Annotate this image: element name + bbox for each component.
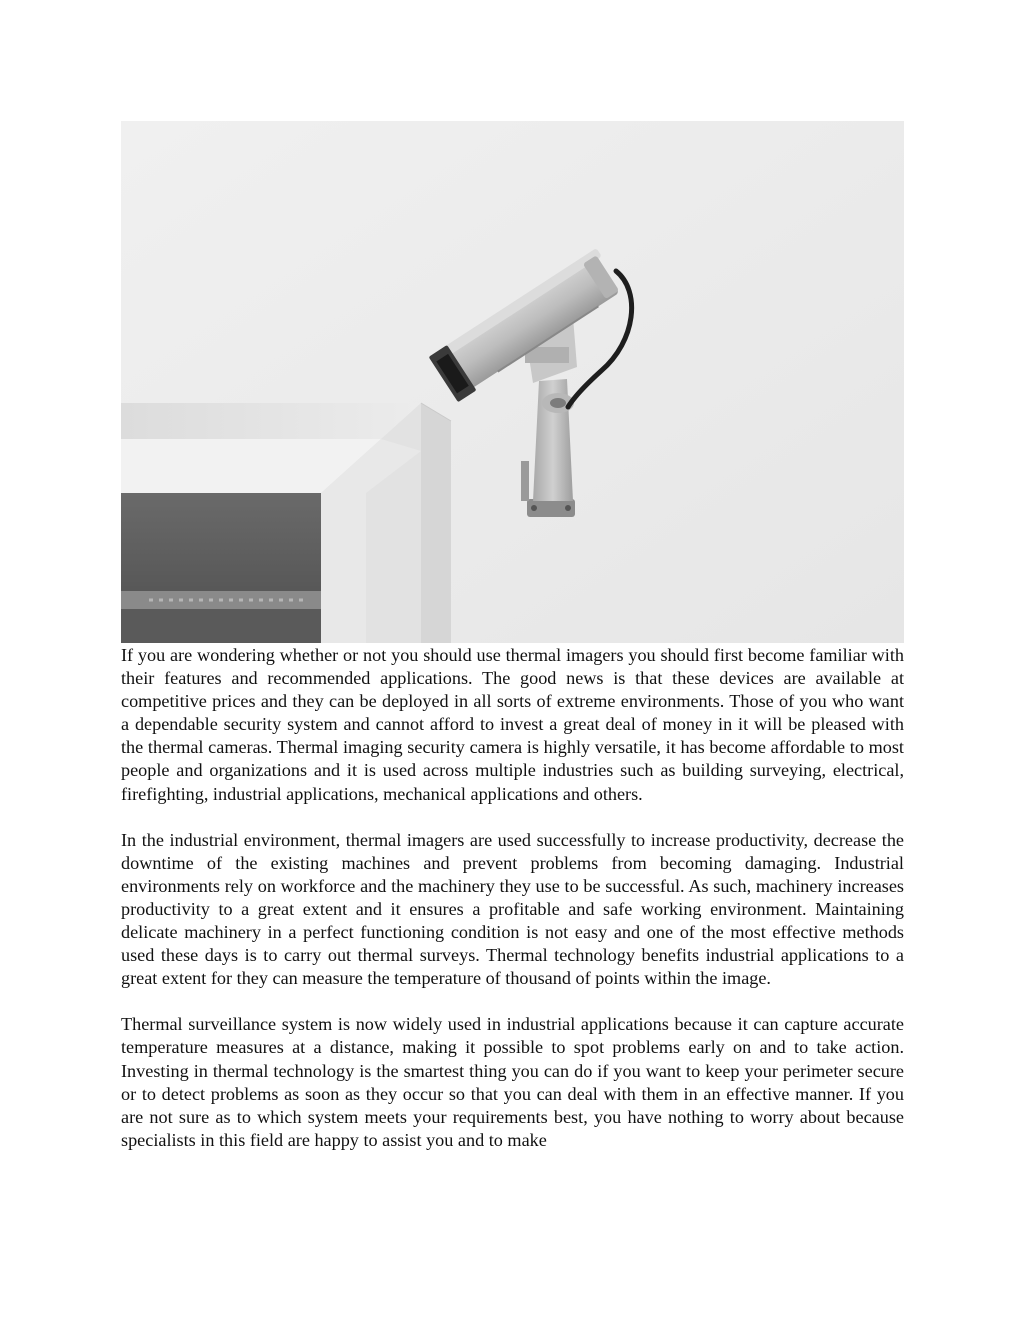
security-camera-illustration: [121, 121, 904, 643]
paragraph-intro: If you are wondering whether or not you should use thermal imagers you should first become familiar with their features and recommended applications. The good news is that these devices are available at competitive prices and they can be deployed in all sorts of extreme environments. Those of you who want a dependable security system and cannot afford to invest a great deal of money in it will be pleased with the thermal cameras. Thermal imaging security camera is highly versatile, it has become affordable to most people and organizations and it is used across multiple industries such as building surveying, electrical, firefighting, industrial applications, mechanical applications and others.: [121, 645, 904, 804]
paragraph-surveillance: Thermal surveillance system is now widely used in industrial applications because it can capture accurate temperature measures at a distance, making it possible to spot problems early on and to take action. Investing in thermal technology is the smartest thing you can do if you want to keep your perimeter secure or to detect problems as soon as they occur so that you can deal with them in an effective manner. If you are not sure as to which system meets your requirements best, you have nothing to worry about because specialists in this field are happy to assist you and to make: [121, 1014, 904, 1150]
paragraph-industrial: In the industrial environment, thermal imagers are used successfully to increase productivity, decrease the downtime of the existing machines and prevent problems from becoming damaging. Industrial environments rely on workforce and the machinery they use to be successful. As such, machinery increases productivity to a great extent and it ensures a profitable and safe working environment. Maintaining delicate machinery in a perfect functioning condition is not easy and one of the most effective methods used these days is to carry out thermal surveys. Thermal technology benefits industrial applications to a great extent for they can measure the temperature of thousand of points within the image.: [121, 829, 904, 989]
article-body: [121, 644, 904, 1175]
security-camera-photo: [121, 121, 904, 643]
